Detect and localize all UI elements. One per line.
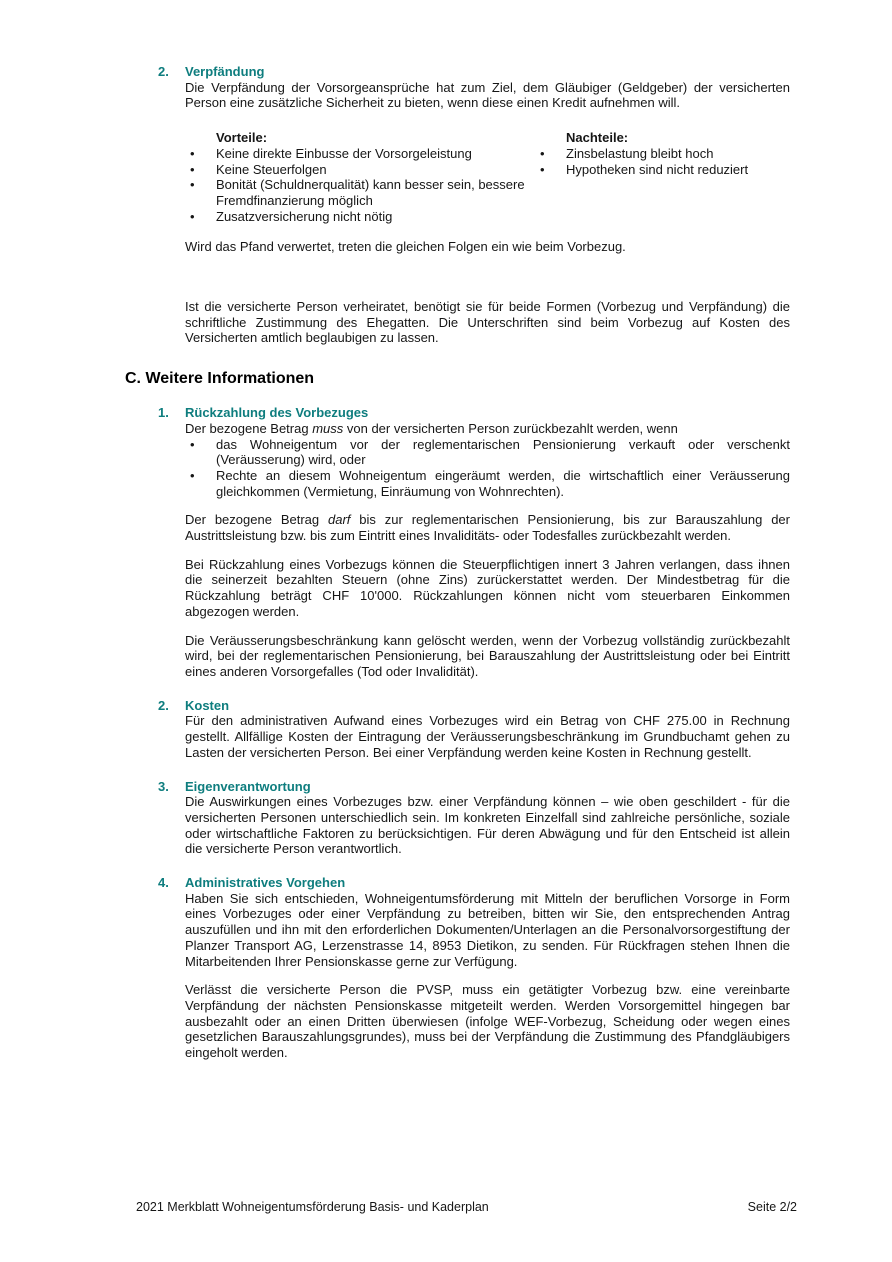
vorteile-column	[185, 130, 535, 224]
section-title: Rückzahlung des Vorbezuges	[185, 405, 369, 421]
section-kosten	[158, 698, 790, 761]
administratives-paragraph-2: Verlässt die versicherte Person die PVSP, muss ein getätigter Vorbezug bzw. eine vereinbarte Verpfändung der nächsten Pensionskasse mitgeteilt werden. Werden Vorsorgemittel hingegen bar ausbezahlt oder an einen Dritten überwiesen (infolge WEF-Vorbezug, Scheidung oder wegen eines gesetzlichen Barauszahlungsgrundes), muss bei der Verpfändung die Zustimmung des Pfandgläubigers eingeholt werden.	[185, 982, 790, 1061]
section-title: Administratives Vorgehen	[185, 875, 346, 891]
section-title: Verpfändung	[185, 64, 265, 79]
section-eigenverantwortung	[158, 779, 790, 858]
section-heading-kosten	[158, 698, 790, 714]
page-footer	[136, 1200, 797, 1216]
vorteile-list	[185, 146, 535, 225]
pros-cons-columns	[185, 130, 790, 224]
verpfaendung-intro-paragraph: Die Verpfändung der Vorsorgeansprüche hat zum Ziel, dem Gläubiger (Geldgeber) der versicherten Person eine zusätzliche Sicherheit zu bieten, wenn diese einen Kredit aufnehmen will.	[185, 79, 790, 111]
section-number: 1.	[158, 405, 169, 421]
steuern-paragraph: Bei Rückzahlung eines Vorbezugs können die Steuerpflichtigen innert 3 Jahren verlangen, dass ihnen die seinerzeit bezahlten Steuern (ohne Zins) zurückerstattet werden. Der Mindestbetrag für die Rückzahlung beträgt CHF 10'000. Rückzahlungen können nicht vom steuerbaren Einkommen abgezogen werden.	[185, 556, 790, 619]
section-rueckzahlung	[158, 405, 790, 680]
darf-text-pre: Der bezogene Betrag	[185, 512, 328, 528]
section-title: Eigenverantwortung	[185, 778, 311, 794]
section-number: 2.	[158, 697, 169, 713]
list-item: • Zusatzversicherung nicht nötig	[185, 209, 535, 225]
footer-page-number: Seite 2/2	[747, 1200, 797, 1214]
vorteile-title: Vorteile:	[216, 130, 268, 146]
rueckzahlung-lead-paragraph	[185, 421, 790, 437]
lead-text-post: von der versicherten Person zurückbezahlt werden, wenn	[343, 420, 678, 436]
list-item: • Keine direkte Einbusse der Vorsorgeleistung	[185, 146, 535, 162]
list-item: • Rechte an diesem Wohneigentum eingeräumt werden, die wirtschaftlich einer Veräusserung gleichkommen (Vermietung, Einräumung von Wohnrechten).	[185, 468, 790, 499]
rueckzahlung-darf-paragraph	[185, 512, 790, 543]
section-number: 4.	[158, 875, 169, 891]
list-item: • Hypotheken sind nicht reduziert	[535, 162, 790, 178]
section-heading-verpfaendung	[158, 64, 790, 80]
ehegatten-note-paragraph: Ist die versicherte Person verheiratet, benötigt sie für beide Formen (Vorbezug und Verpfändung) die schriftliche Zustimmung des Ehegatten. Die Unterschriften sind beim Vorbezug auf Kosten des Versicherten amtlich beglaubigen zu lassen.	[185, 299, 790, 346]
nachteile-column	[535, 130, 790, 224]
section-title: Kosten	[185, 697, 230, 713]
nachteile-title: Nachteile:	[566, 130, 629, 146]
section-heading-administratives	[158, 875, 790, 891]
section-number: 2.	[158, 64, 169, 79]
section-heading-eigenverantwortung	[158, 779, 790, 795]
loeschung-paragraph: Die Veräusserungsbeschränkung kann gelöscht werden, wenn der Vorbezug vollständig zurückbezahlt wird, bei der reglementarischen Pensionierung, bei Barauszahlung der Austrittsleistung oder bei Eintritt eines anderen Vorsorgefalles (Tod oder Invalidität).	[185, 632, 790, 679]
eigenverantwortung-paragraph: Die Auswirkungen eines Vorbezuges bzw. einer Verpfändung können – wie oben geschildert - für die versicherten Personen unterschiedlich sein. Im konkreten Einzelfall sind zahlreiche persönliche, soziale oder wirtschaftliche Faktoren zu berücksichtigen. Für deren Abwägung und für den Entscheid ist allein die versicherte Person verantwortlich.	[185, 794, 790, 857]
darf-text-post: bis zur reglementarischen Pensionierung, bis zur Barauszahlung der Austrittsleistung bzw. bis zum Eintritt eines Invaliditäts- oder Todesfalles zurückbezahlt werden.	[185, 512, 790, 544]
lead-italic-word: muss	[312, 420, 344, 436]
rueckzahlung-bullet-list	[185, 437, 790, 500]
kosten-paragraph: Für den administrativen Aufwand eines Vorbezuges wird ein Betrag von CHF 275.00 in Rechnung gestellt. Allfällige Kosten der Eintragung der Veräusserungsbeschränkung im Grundbuchamt gehen zu Lasten der versicherten Person. Bei einer Verpfändung werden keine Kosten in Rechnung gestellt.	[185, 713, 790, 760]
section-number: 3.	[158, 778, 169, 794]
lead-text-pre: Der bezogene Betrag	[185, 420, 313, 436]
section-heading-rueckzahlung	[158, 405, 790, 421]
list-item: • Zinsbelastung bleibt hoch	[535, 146, 790, 162]
section-administratives	[158, 875, 790, 1061]
footer-document-title: 2021 Merkblatt Wohneigentumsförderung Basis- und Kaderplan	[136, 1200, 489, 1214]
list-item: • das Wohneigentum vor der reglementarischen Pensionierung verkauft oder verschenkt (Veräusserung) wird, oder	[185, 437, 790, 468]
pfand-note-paragraph: Wird das Pfand verwertet, treten die gleichen Folgen ein wie beim Vorbezug.	[185, 239, 626, 255]
nachteile-list	[535, 146, 790, 177]
list-item: • Keine Steuerfolgen	[185, 162, 535, 178]
list-item: • Bonität (Schuldnerqualität) kann besser sein, bessere Fremdfinanzierung möglich	[185, 177, 535, 208]
chapter-heading: C. Weitere Informationen	[125, 370, 315, 388]
darf-italic-word: darf	[328, 512, 351, 528]
administratives-paragraph-1: Haben Sie sich entschieden, Wohneigentumsförderung mit Mitteln der beruflichen Vorsorge in Form eines Vorbezuges oder einer Verpfändung zu betreiben, bitten wir Sie, den entsprechenden Antrag auszufüllen und ihn mit den erforderlichen Dokumenten/Unterlagen an die Personalvorsorgestiftung der Planzer Transport AG, Lerzenstrasse 14, 8953 Dietikon, zu senden. Für Rückfragen stehen Ihnen die Mitarbeitenden Ihrer Pensionskasse gerne zur Verfügung.	[185, 890, 790, 969]
section-verpfaendung	[158, 64, 790, 346]
